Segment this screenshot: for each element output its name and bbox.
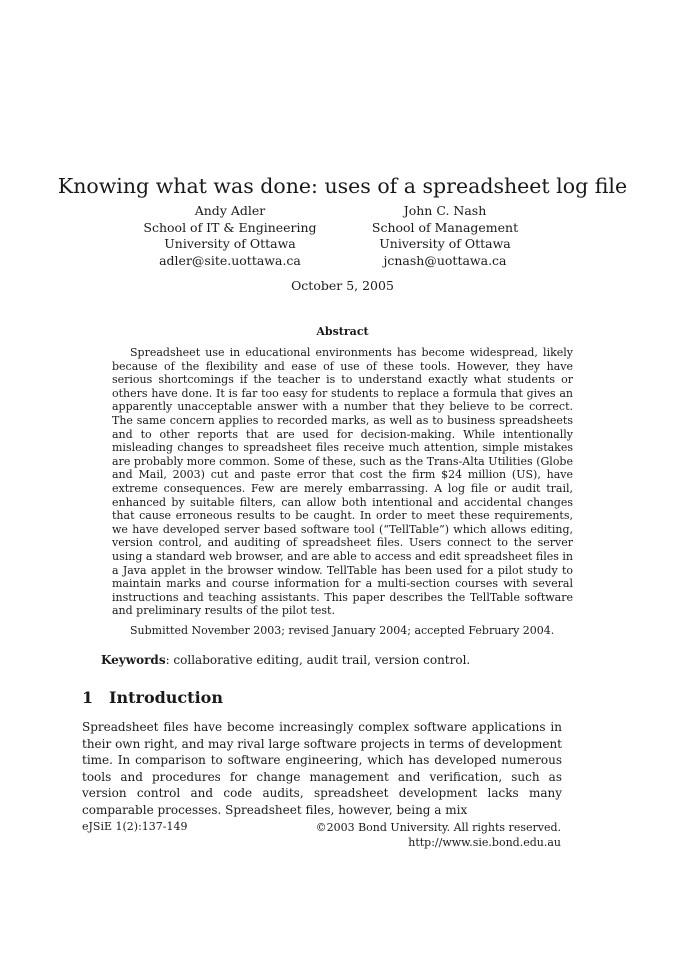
abstract-heading: Abstract xyxy=(316,325,369,338)
journal-url: http://www.sie.bond.edu.au xyxy=(408,836,561,849)
author-name: Andy Adler xyxy=(194,203,266,218)
journal-citation: eJSiE 1(2):137-149 xyxy=(82,820,188,833)
author-name: John C. Nash xyxy=(403,203,487,218)
author-2 xyxy=(345,203,545,269)
introduction-text: Spreadsheet files have become increasingly complex software applications in their own right, and may rival large software projects in terms of development time. In comparison to software engineering, which has developed numerous tools and procedures for change management and verification, such as version control and code audits, spreadsheet development lacks many comparable processes. Spreadsheet files, however, being a mix xyxy=(82,720,562,817)
author-email: jcnash@uottawa.ca xyxy=(383,252,507,268)
keywords-text: : collaborative editing, audit trail, version control. xyxy=(165,653,471,667)
author-department: School of Management xyxy=(371,219,519,235)
author-block xyxy=(100,203,585,271)
submission-history: Submitted November 2003; revised January 2004; accepted February 2004. xyxy=(130,624,555,637)
section-heading xyxy=(82,688,223,708)
paper-title: Knowing what was done: uses of a spreadsheet log file xyxy=(57,173,628,198)
author-department: School of IT & Engineering xyxy=(143,219,317,235)
author-university: University of Ottawa xyxy=(379,236,511,251)
author-email: adler@site.uottawa.ca xyxy=(159,252,301,268)
keywords xyxy=(101,652,581,668)
author-1 xyxy=(130,203,330,269)
keywords-label: Keywords xyxy=(101,653,166,667)
copyright-notice: ©2003 Bond University. All rights reserved. xyxy=(315,821,561,834)
abstract-text: Spreadsheet use in educational environments has become widespread, likely because of the flexibility and ease of use of these tools. However, they have serious shortcomings if the teacher is to understand exactly what students or others have done. It is far too easy for students to replace a formula that gives an apparently unacceptable answer with a number that they believe to be correct. The same concern applies to recorded marks, as well as to business spreadsheets and to other reports that are used for decision-making. While intentionally misleading changes to spreadsheet files receive much attention, simple mistakes are probably more common. Some of these, such as the Trans-Alta Utilities (Globe and Mail, 2003) cut and paste error that cost the firm $24 million (US), have extreme consequences. Few are merely embarrassing. A log file or audit trail, enhanced by suitable filters, can allow both intentional and accidental changes that cause erroneous results to be caught. In order to meet these requirements, we have developed server based software tool (“TellTable”) which allows editing, version control, and auditing of spreadsheet files. Users connect to the server using a standard web browser, and are able to access and edit spreadsheet files in a Java applet in the browser window. TellTable has been used for a pilot study to maintain marks and course information for a multi-section courses with several instructions and teaching assistants. This paper describes the TellTable software and preliminary results of the pilot test. xyxy=(112,346,573,618)
author-university: University of Ottawa xyxy=(164,236,296,251)
footer-right xyxy=(316,820,561,850)
section-title: Introduction xyxy=(109,688,223,707)
paper-date: October 5, 2005 xyxy=(291,278,394,293)
section-number: 1 xyxy=(82,688,94,707)
